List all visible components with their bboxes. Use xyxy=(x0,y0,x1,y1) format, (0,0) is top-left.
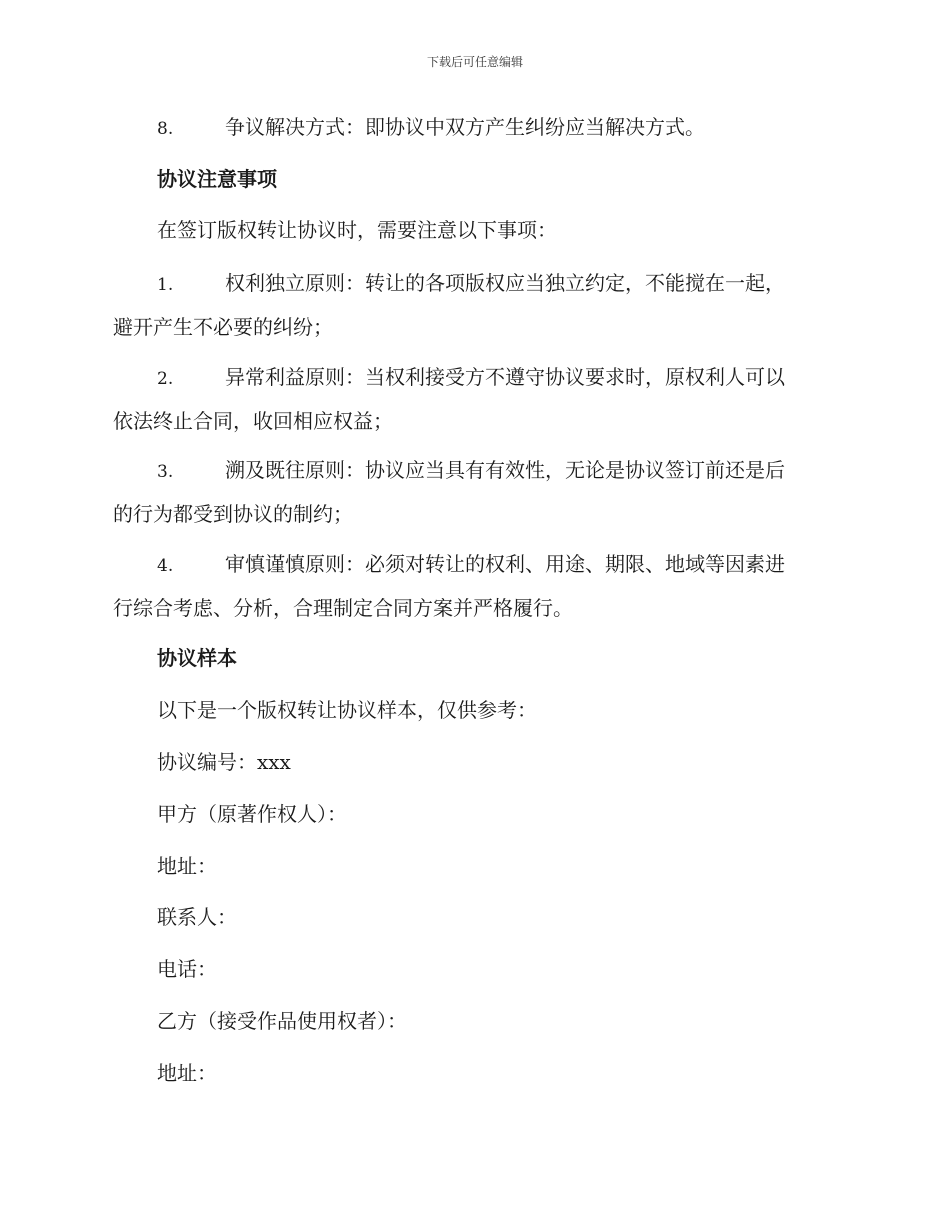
paragraph: 在签订版权转让协议时，需要注意以下事项： xyxy=(157,218,557,242)
item-number: 4. xyxy=(157,556,174,576)
list-item xyxy=(113,262,833,348)
item-number: 3. xyxy=(157,462,174,482)
form-field-line: 乙方（接受作品使用权者）： xyxy=(157,1009,407,1033)
paragraph: 以下是一个版权转让协议样本，仅供参考： xyxy=(157,698,537,722)
list-item xyxy=(113,543,833,629)
section-heading: 协议注意事项 xyxy=(157,167,277,191)
item-text-line2: 的行为都受到协议的制约； xyxy=(113,502,353,526)
form-field-line: 甲方（原著作权人）： xyxy=(157,802,347,826)
item-text-line1: 审慎谨慎原则：必须对转让的权利、用途、期限、地域等因素进 xyxy=(225,552,785,576)
item-number: 8. xyxy=(157,119,174,139)
item-number: 1. xyxy=(157,275,174,295)
form-field-line: 协议编号：xxx xyxy=(157,750,291,774)
form-field-line: 联系人： xyxy=(157,905,237,929)
list-item xyxy=(113,106,877,150)
item-text-line1: 异常利益原则：当权利接受方不遵守协议要求时，原权利人可以 xyxy=(225,365,785,389)
item-number: 2. xyxy=(157,369,174,389)
item-text-line2: 依法终止合同，收回相应权益； xyxy=(113,409,393,433)
item-text: 争议解决方式：即协议中双方产生纠纷应当解决方式。 xyxy=(225,115,705,139)
item-text-line1: 溯及既往原则：协议应当具有有效性，无论是协议签订前还是后 xyxy=(225,458,785,482)
page-header: 下载后可任意编辑 xyxy=(426,55,523,69)
item-text-line2: 避开产生不必要的纠纷； xyxy=(113,315,333,339)
item-text-line2: 行综合考虑、分析，合理制定合同方案并严格履行。 xyxy=(113,596,573,620)
form-field-line: 地址： xyxy=(157,1061,217,1085)
list-item xyxy=(113,356,833,442)
list-item xyxy=(113,449,833,535)
item-text-line1: 权利独立原则：转让的各项版权应当独立约定，不能搅在一起， xyxy=(225,271,785,295)
form-field-line: 电话： xyxy=(157,957,217,981)
section-heading: 协议样本 xyxy=(157,646,237,670)
form-field-line: 地址： xyxy=(157,854,217,878)
